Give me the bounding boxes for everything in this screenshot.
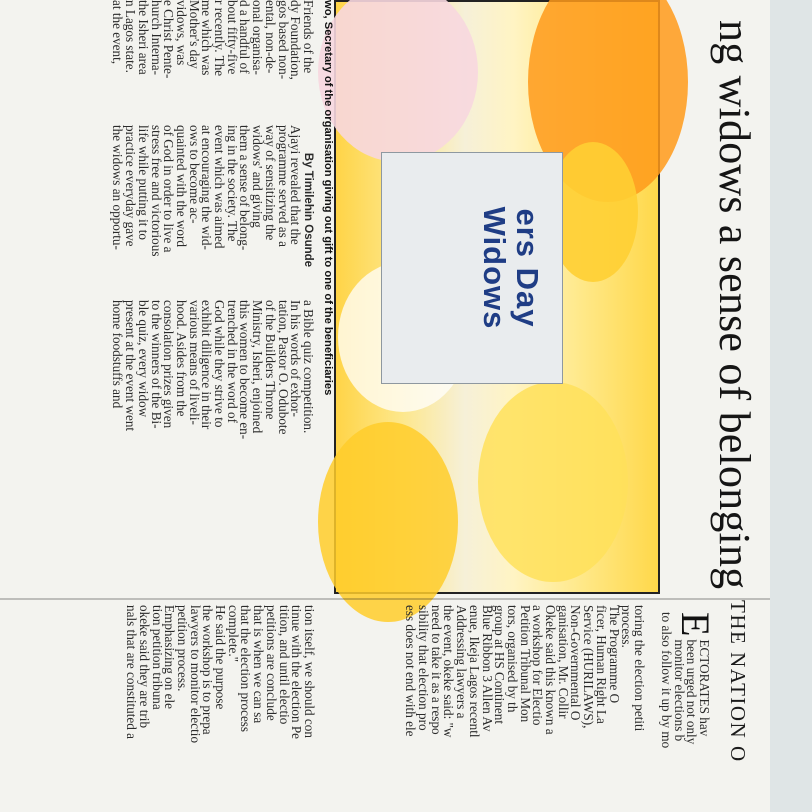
column-2-line: event which was aimed [212,125,228,249]
neighbour-article-column-b [325,605,645,812]
neighbour-column-a-text [124,605,315,812]
neighbour-a-line: tition, and until electio [276,605,292,725]
neighbour-b-line: Petition Tribunal Mon [517,605,533,723]
column-3-line: hood. Asides from the [173,300,189,417]
neighbour-a-line: Emphasizing on ele [162,605,178,710]
column-2-line: them a sense of belong- [237,125,253,251]
neighbour-b-line: Addressing lawyers a [454,605,470,719]
column-2-line: ing in the society. The [224,125,240,242]
drop-cap: E [673,612,718,637]
column-3-line: this women to become en- [237,300,253,440]
photo-caption: wo, Secretary of the organisation giving out gift to one of the beneficiaries [322,0,334,396]
article-column-1 [10,0,314,118]
neighbour-b-line: tors, organised by th [504,605,520,713]
column-1-line: gos based non- [275,0,291,80]
column-2-line: quainted with the word [173,125,189,247]
neighbour-a-line: tinue with the election Pe [289,605,305,740]
neighbour-a-line: tion itself, we should con [302,605,317,738]
column-1-line: Mother's day [186,0,202,69]
column-1-line: vidows, was [173,0,189,66]
banner-text: ers Day Widows [477,206,545,330]
column-2-line: way of sensitizing the [262,125,278,241]
neighbour-lead-text [658,612,718,812]
column-3-line: trenched in the word of [224,300,240,424]
neighbour-a-line: that the election process [238,605,254,733]
column-2-line: ows to become ac- [186,125,202,224]
neighbour-b-line: Okeke said this known a [543,605,559,735]
neighbour-a-line: petition process. [174,605,190,692]
neighbour-lead-line: been urged not only [684,639,700,745]
column-3-line: to the winners of the Bi- [148,300,164,429]
photo-gold-dress [318,422,458,622]
column-1-line: onal organisa- [250,0,266,75]
neighbour-a-line: okeke said they are trib [136,605,152,729]
headline: ng widows a sense of belonging [710,20,759,590]
column-3-line: ble quiz, every widow [135,300,151,418]
column-3-line: various means of liveli- [186,300,202,425]
column-3-line: God while they strive to [212,300,228,428]
column-2-line: of God in order to live a [161,125,177,253]
column-3-line: In his words of exhor- [288,300,304,417]
column-2-line: practice everyday gave [123,125,139,247]
column-3-line: Ministry, Isheri, enjoined [250,300,266,434]
column-3-line: a Bible quiz competition. [301,300,316,434]
neighbour-lead-line: monitor elections b [671,639,687,742]
neighbour-lead-line: to also follow it up by mo [658,612,674,749]
column-3-text [111,300,314,476]
neighbour-a-line: petitions are conclude [263,605,279,721]
column-2-text [111,125,302,295]
column-2-line: at encouraging the wid- [199,125,215,250]
neighbour-b-line: enue, Ikeja Lagos recentl [466,605,482,738]
column-3-line: exhibit diligence in their [199,300,215,430]
neighbour-a-line: He said the purpose [213,605,229,710]
neighbour-b-line: group at HS Continent [492,605,508,725]
column-2-line: life while putting it to [135,125,151,241]
newspaper-masthead: THE NATION O [726,600,750,763]
neighbour-lead-line: ECTORATES hav [697,639,712,737]
column-1-line: r recently. The [212,0,228,77]
column-2-line: programme served as a [275,125,291,247]
column-2-line: stress free and victorious [148,125,164,257]
column-3-line: tation, Pastor O. Odubote [275,300,291,435]
column-1-text [111,0,314,118]
column-1-line: n Lagos state. [123,0,139,73]
article-column-3 [10,300,314,476]
column-1-line: hurch Interna- [148,0,164,76]
neighbour-column-b-text [404,605,645,812]
column-3-line: of the Builders Throne [262,300,278,420]
neighbour-b-line: ess does not end with ele [403,605,419,737]
neighbour-article-lead [650,612,718,812]
article-column-2 [10,125,314,295]
column-1-line: at the event, [110,0,126,65]
column-2-line: widows' and giving [250,125,266,228]
photo-pink-cloth [318,0,478,162]
column-1-line: bout fifty-five [224,0,240,75]
column-2-line: the widows an opportu- [110,125,126,250]
neighbour-a-line: complete." [225,605,241,663]
column-1-line: d a handful of [237,0,253,74]
neighbour-article-column-a [0,605,315,812]
column-rule [0,598,770,600]
neighbour-b-line: ganisation, Mr. Collir [555,605,571,719]
byline: By Timilehin Osunde [302,152,314,268]
neighbour-b-line: need to take it as a respo [428,605,444,735]
neighbour-b-line: process. [619,605,635,648]
neighbour-b-line: toring the election petiti [632,605,647,732]
event-banner-sign [381,152,563,384]
column-1-line: Friends of the [301,0,316,74]
neighbour-b-line: a workshop for Electio [530,605,546,726]
neighbour-a-line: lawyers to monitor electio [187,605,203,744]
column-2-line: Ajayi revealed that the [288,125,304,245]
neighbour-b-line: Blue Ribbon 3 Allen Av [479,605,495,732]
scan-background-edge [770,0,812,812]
column-1-line: ental, non-de- [262,0,278,74]
neighbour-a-line: that is when we can sa [251,605,267,724]
neighbour-b-line: Non-Governmental O [568,605,584,721]
article-photo [334,0,660,594]
photo-yellow-dress [478,382,628,582]
column-1-line: e Christ Pente- [161,0,177,79]
neighbour-a-line: nals that are constituted a [124,605,140,740]
column-1-line: me which was [199,0,215,76]
column-3-line: home foodstuffs and [110,300,126,409]
column-3-line: present at the event went [123,300,139,432]
column-1-line: dy Foundation, [288,0,304,80]
column-3-line: consolation prizes given [161,300,177,429]
column-1-line: the Isheri area [135,0,151,75]
neighbour-b-line: ficer, Human Right La [593,605,609,724]
neighbour-a-line: the workshop is to prepa [200,605,216,735]
neighbour-a-line: tion petition tribuna [149,605,165,710]
neighbour-b-line: Service (HURILAWS), [581,605,597,729]
neighbour-b-line: The Programme O [606,605,622,704]
neighbour-b-line: sibility that election pro [416,605,432,731]
neighbour-b-line: the event, okeke said: "w [441,605,457,738]
